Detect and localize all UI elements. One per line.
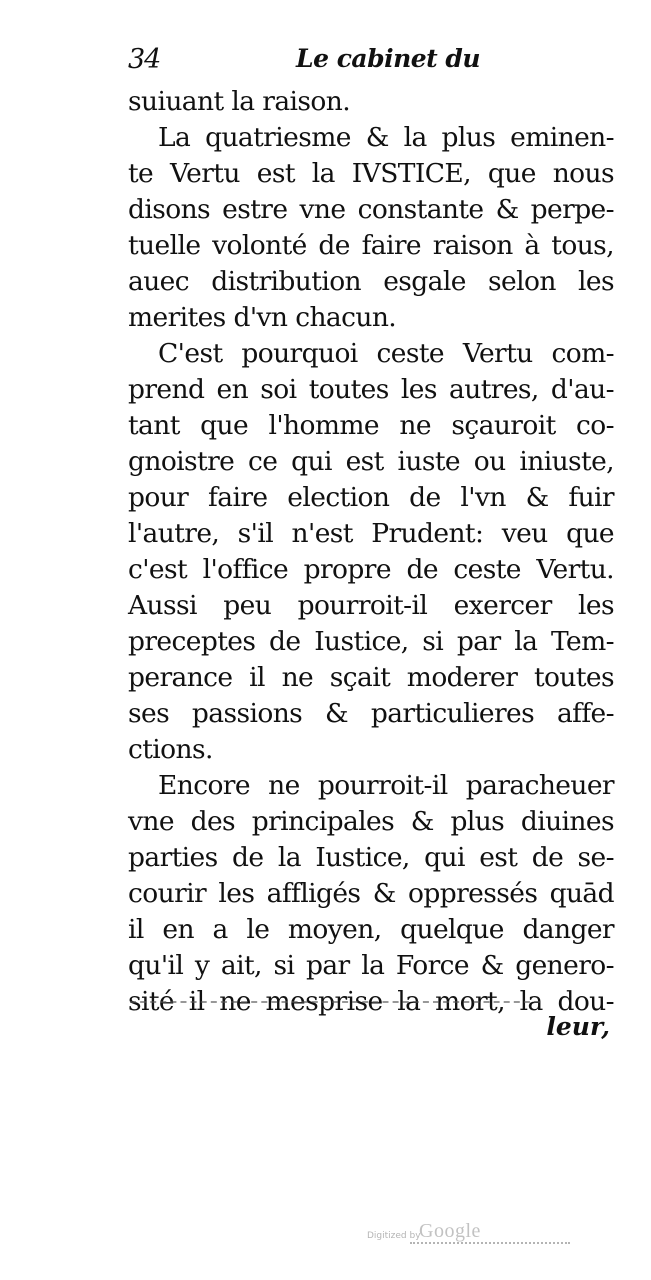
text-line: prend en soi toutes les autres, d'au-	[128, 374, 614, 405]
text-line: ses passions & particulieres affe-	[128, 698, 614, 729]
page-bottom-rule	[130, 1001, 540, 1003]
watermark-prefix: Digitized by	[367, 1231, 421, 1241]
text-line: tant que l'homme ne sçauroit co-	[128, 410, 614, 441]
text-line: auec distribution esgale selon les	[128, 266, 614, 297]
text-line: ctions.	[128, 734, 213, 765]
text-line: il en a le moyen, quelque danger	[128, 914, 614, 945]
text-line: perance il ne sçait moderer toutes	[128, 662, 614, 693]
text-line: l'autre, s'il n'est Prudent: veu que	[128, 518, 614, 549]
text-line: parties de la Iustice, qui est de se-	[128, 842, 614, 873]
text-line: preceptes de Iustice, si par la Tem-	[128, 626, 614, 657]
text-line: courir les affligés & oppressés quād	[128, 878, 614, 909]
running-head	[128, 44, 488, 78]
text-line: C'est pourquoi ceste Vertu com-	[158, 338, 614, 369]
page-number: 34	[128, 44, 161, 75]
text-line: suiuant la raison.	[128, 86, 351, 117]
scan-artifact	[410, 1242, 570, 1254]
text-line: pour faire election de l'vn & fuir	[128, 482, 614, 513]
watermark-brand: Google	[419, 1220, 481, 1242]
text-line: gnoistre ce qui est iuste ou iniuste,	[128, 446, 614, 477]
text-line: Aussi peu pourroit-il exercer les	[128, 590, 614, 621]
text-line: disons estre vne constante & perpe-	[128, 194, 614, 225]
text-line: sité il ne mesprise la mort, la dou-	[128, 986, 614, 1017]
text-line: merites d'vn chacun.	[128, 302, 397, 333]
text-line: vne des principales & plus diuines	[128, 806, 614, 837]
text-line: Encore ne pourroit-il paracheuer	[158, 770, 614, 801]
text-line: La quatriesme & la plus eminen-	[158, 122, 614, 153]
text-line: tuelle volonté de faire raison à tous,	[128, 230, 614, 261]
body-text	[128, 84, 614, 1020]
text-line: qu'il y ait, si par la Force & genero-	[128, 950, 614, 981]
text-line: te Vertu est la IVSTICE, que nous	[128, 158, 614, 189]
catchword: leur,	[546, 1012, 610, 1041]
running-title: Le cabinet du	[296, 44, 481, 73]
text-line: c'est l'office propre de ceste Vertu.	[128, 554, 614, 585]
